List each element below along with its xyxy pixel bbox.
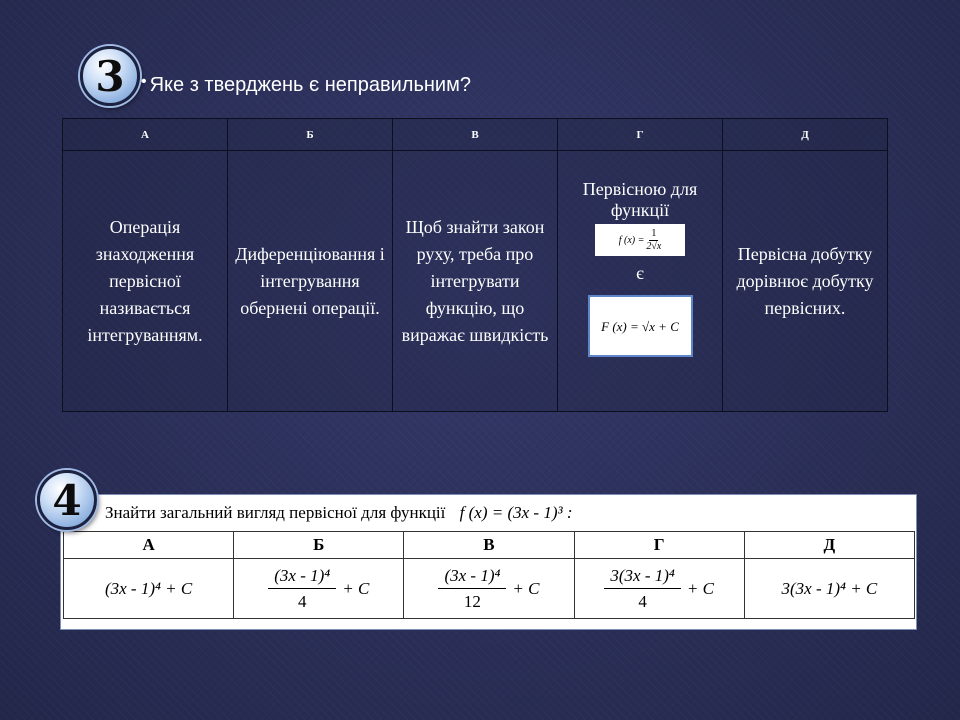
table-header-row xyxy=(64,532,915,559)
header-b: Б xyxy=(234,532,404,559)
formula-antiderivative: F (x) = √x + C xyxy=(588,295,693,357)
table-row xyxy=(64,559,915,619)
question-4-title: Знайти загальний вигляд первісної для функції f (x) = (3x - 1)³ : xyxy=(105,503,573,522)
question-3-badge: 3 xyxy=(80,46,140,106)
statement-d: Первісна добутку дорівнює добутку первісних. xyxy=(723,151,888,412)
answer-d: 3(3x - 1)⁴ + C xyxy=(744,559,914,619)
header-d: Д xyxy=(723,119,888,151)
header-b: Б xyxy=(228,119,393,151)
statement-v: Щоб знайти закон руху, треба про інтегрувати функцію, що виражає швидкість xyxy=(393,151,558,412)
answer-b: $\frac{\text{(3x - 1)⁴}}{4}$ + C xyxy=(234,559,404,619)
formula-f-of-x: f (x) = $\frac{1}{2√x}$ xyxy=(595,224,685,256)
question-4-formula: f (x) = (3x - 1)³ : xyxy=(459,503,573,522)
question-4-table xyxy=(63,531,915,619)
answer-g: $\frac{\text{3(3x - 1)⁴}}{4}$ + C xyxy=(574,559,744,619)
table-header-row xyxy=(63,119,888,151)
question-4-badge: 4 xyxy=(37,470,97,530)
statement-g-text: Первісною для функції xyxy=(582,179,698,220)
statement-g-is: є xyxy=(636,263,644,283)
header-a: А xyxy=(63,119,228,151)
header-g: Г xyxy=(574,532,744,559)
question-3-table xyxy=(62,118,888,412)
answer-v: $\frac{\text{(3x - 1)⁴}}{12}$ + C xyxy=(404,559,574,619)
statement-g xyxy=(558,151,723,412)
question-4-panel xyxy=(60,494,917,630)
header-v: В xyxy=(404,532,574,559)
table-row xyxy=(63,151,888,412)
header-d: Д xyxy=(744,532,914,559)
header-v: В xyxy=(393,119,558,151)
statement-b: Диференціювання і інтегрування обернені операції. xyxy=(228,151,393,412)
header-g: Г xyxy=(558,119,723,151)
question-3-text: Яке з тверджень є неправильним? xyxy=(149,74,471,96)
bullet: • xyxy=(141,73,147,90)
header-a: А xyxy=(64,532,234,559)
question-3-title xyxy=(141,74,471,97)
statement-a: Операція знаходження первісної називається інтегруванням. xyxy=(63,151,228,412)
answer-a: (3x - 1)⁴ + C xyxy=(64,559,234,619)
